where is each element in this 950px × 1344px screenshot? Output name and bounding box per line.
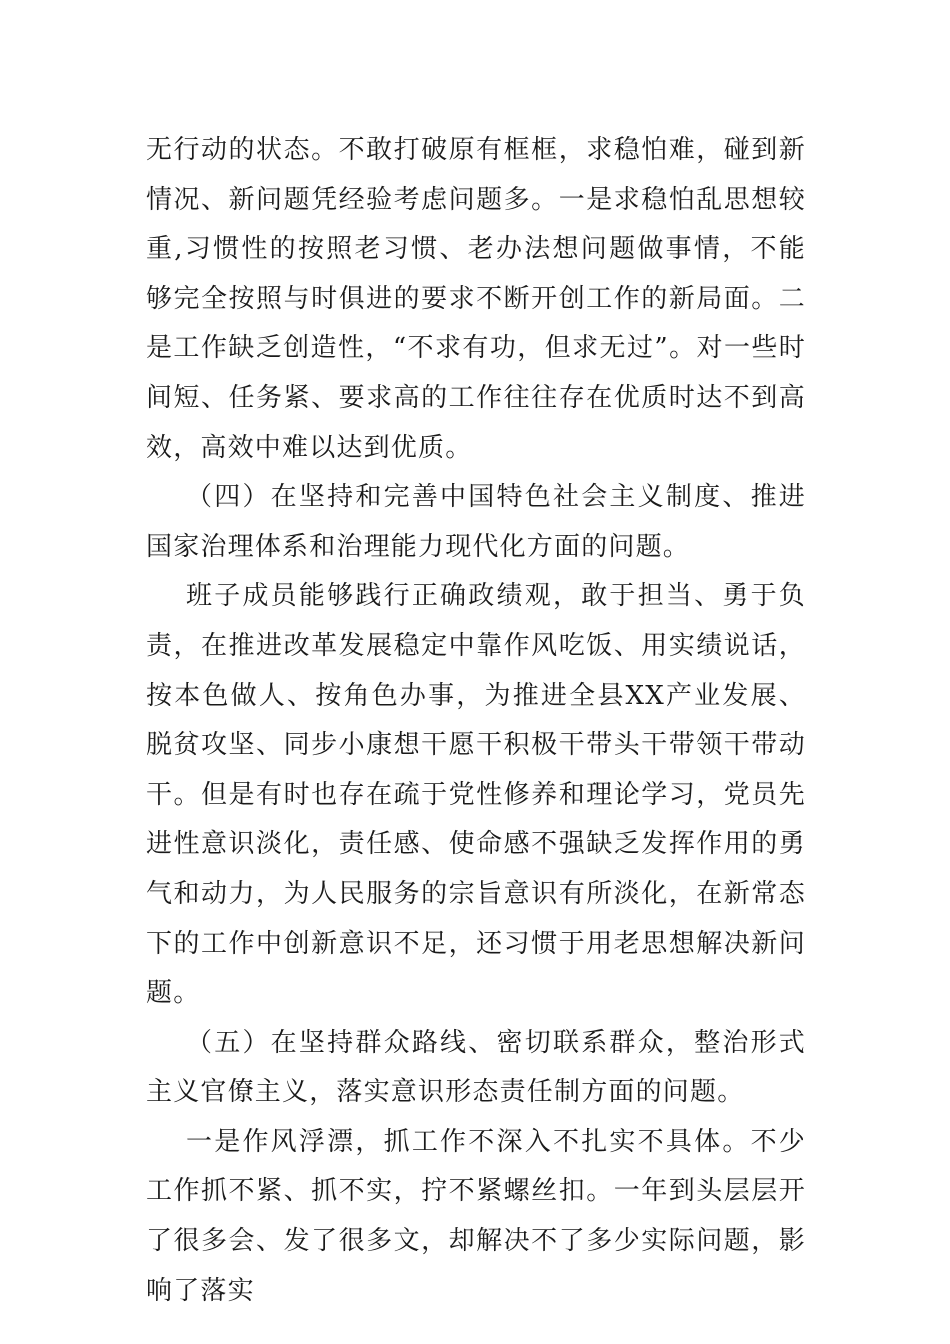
paragraph-section-five: 一是作风浮漂，抓工作不深入不扎实不具体。不少工作抓不紧、抓不实，拧不紧螺丝扣。一年到头层层开了很多会、发了很多文，却解决不了多少实际问题，影响了落实: [146, 1126, 806, 1306]
section-heading-four: （四）在坚持和完善中国特色社会主义制度、推进国家治理体系和治理能力现代化方面的问题。: [146, 482, 806, 562]
section-heading-five: （五）在坚持群众路线、密切联系群众，整治形式主义官僚主义，落实意识形态责任制方面的问题。: [146, 1027, 806, 1108]
paragraph-continuation: 无行动的状态。不敢打破原有框框，求稳怕难，碰到新情况、新问题凭经验考虑问题多。一是求稳怕乱思想较重,习惯性的按照老习惯、老办法想问题做事情，不能够完全按照与时俱进的要求不断开创工作的新局面。二是工作缺乏创造性，“不求有功，但求无过”。对一些时间短、任务紧、要求高的工作往往存在优质时达不到高效，高效中难以达到优质。: [146, 135, 806, 463]
document-body: [146, 126, 806, 1316]
paragraph-section-four: 班子成员能够践行正确政绩观，敢于担当、勇于负责，在推进改革发展稳定中靠作风吃饭、用实绩说话，按本色做人、按角色办事，为推进全县XX产业发展、脱贫攻坚、同步小康想干愿干积极干带头干带领干带动干。但是有时也存在疏于党性修养和理论学习，党员先进性意识淡化，责任感、使命感不强缺乏发挥作用的勇气和动力，为人民服务的宗旨意识有所淡化，在新常态下的工作中创新意识不足，还习惯于用老思想解决新问题。: [146, 581, 806, 1009]
